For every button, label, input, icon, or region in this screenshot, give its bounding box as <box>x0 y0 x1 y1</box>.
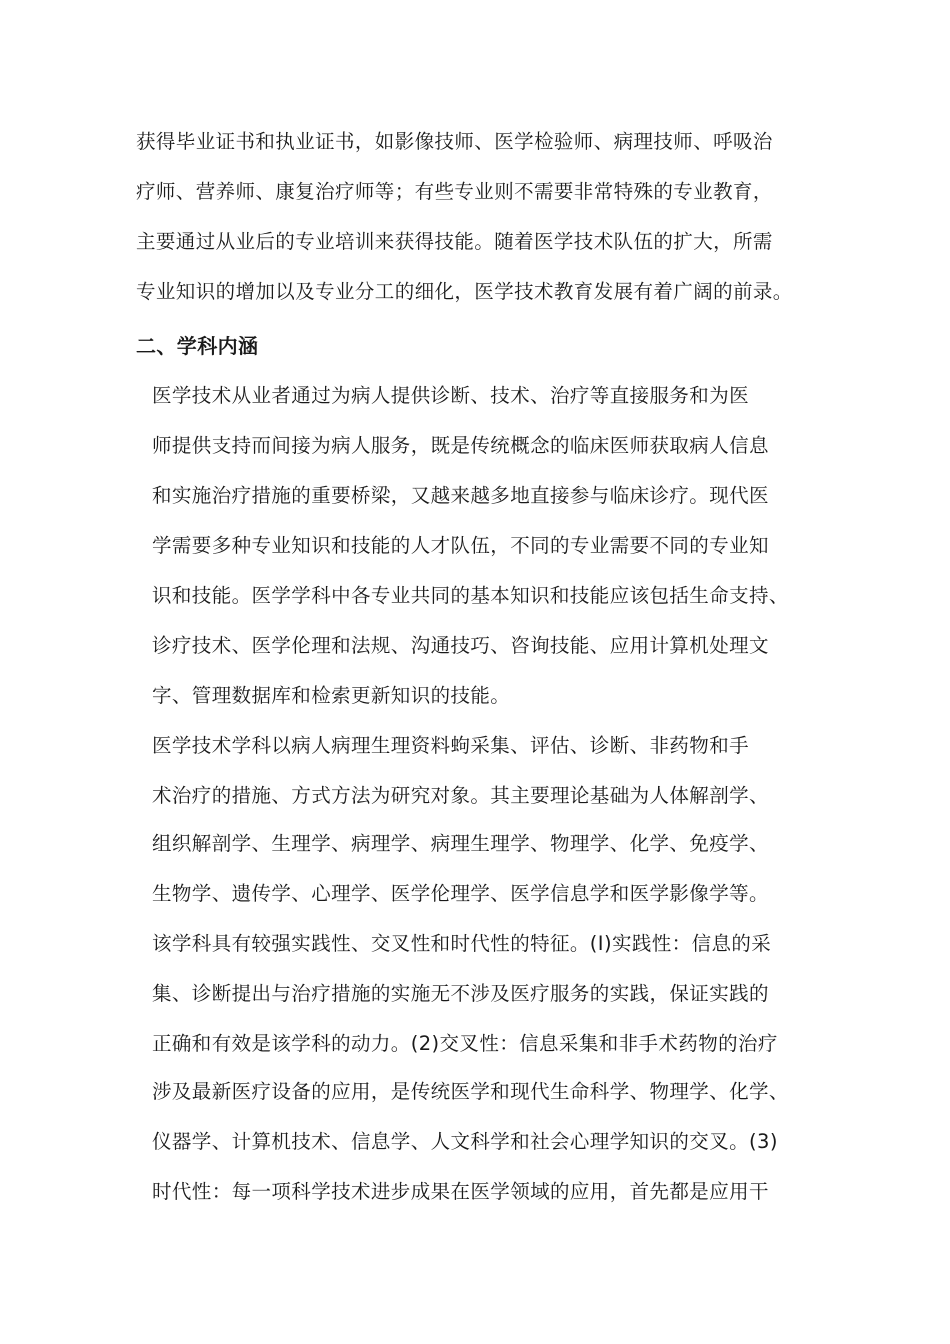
para1-line-7: 字、管理数据库和检索更新知识的技能。 <box>152 684 511 707</box>
para1-line-1: 医学技术从业者通过为病人提供诊断、技术、治疗等直接服务和为医 <box>152 384 750 407</box>
para1-line-4: 学需要多种专业知识和技能的人才队伍，不同的专业需要不同的专业知 <box>152 534 769 557</box>
intro-line-1: 获得毕业证书和执业证书，如影像技师、医学检验师、病理技师、呼吸治 <box>136 130 773 153</box>
intro-line-3: 主要通过从业后的专业培训来获得技能。随着医学技术队伍的扩大，所需 <box>136 230 773 253</box>
para1-line-5: 识和技能。医学学科中各专业共同的基本知识和技能应该包括生命支持、 <box>152 584 789 607</box>
para2-line-8: 涉及最新医疗设备的应用，是传统医学和现代生命科学、物理学、化学、 <box>152 1080 789 1103</box>
para1-line-2: 师提供支持而间接为病人服务，既是传统概念的临床医师获取病人信息 <box>152 434 769 457</box>
para2-line-5: 该学科具有较强实践性、交叉性和时代性的特征。(I)实践性：信息的采 <box>152 932 772 955</box>
para2-line-7: 正确和有效是该学科的动力。(2)交叉性：信息采集和非手术药物的治疗 <box>152 1032 778 1055</box>
para1-line-6: 诊疗技术、医学伦理和法规、沟通技巧、咨询技能、应用计算机处理文 <box>152 634 769 657</box>
para1-line-3: 和实施治疗措施的重要桥梁，又越来越多地直接参与临床诊疗。现代医 <box>152 484 769 507</box>
intro-line-4: 专业知识的增加以及专业分工的细化，医学技术教育发展有着广阔的前录。 <box>136 280 793 303</box>
intro-line-2: 疗师、营养师、康复治疗师等；有些专业则不需要非常特殊的专业教育， <box>136 180 773 203</box>
para2-line-1: 医学技术学科以病人病理生理资料蚼采集、评估、诊断、非药物和手 <box>152 734 750 757</box>
para2-line-10: 时代性：每一项科学技术进步成果在医学领域的应用，首先都是应用干 <box>152 1180 769 1203</box>
para2-line-4: 生物学、遗传学、心理学、医学伦理学、医学信息学和医学影像学等。 <box>152 882 769 905</box>
para2-line-2: 术治疗的措施、方式方法为研究对象。其主要理论基础为人体解剖学、 <box>152 784 769 807</box>
section-heading: 二、学科内涵 <box>136 334 259 358</box>
para2-line-6: 集、诊断提出与治疗措施的实施无不涉及医疗服务的实践，保证实践的 <box>152 982 769 1005</box>
para2-line-3: 组织解剖学、生理学、病理学、病理生理学、物理学、化学、免疫学、 <box>152 832 769 855</box>
para2-line-9: 仪器学、计算机技术、信息学、人文科学和社会心理学知识的交叉。(3) <box>152 1130 778 1153</box>
